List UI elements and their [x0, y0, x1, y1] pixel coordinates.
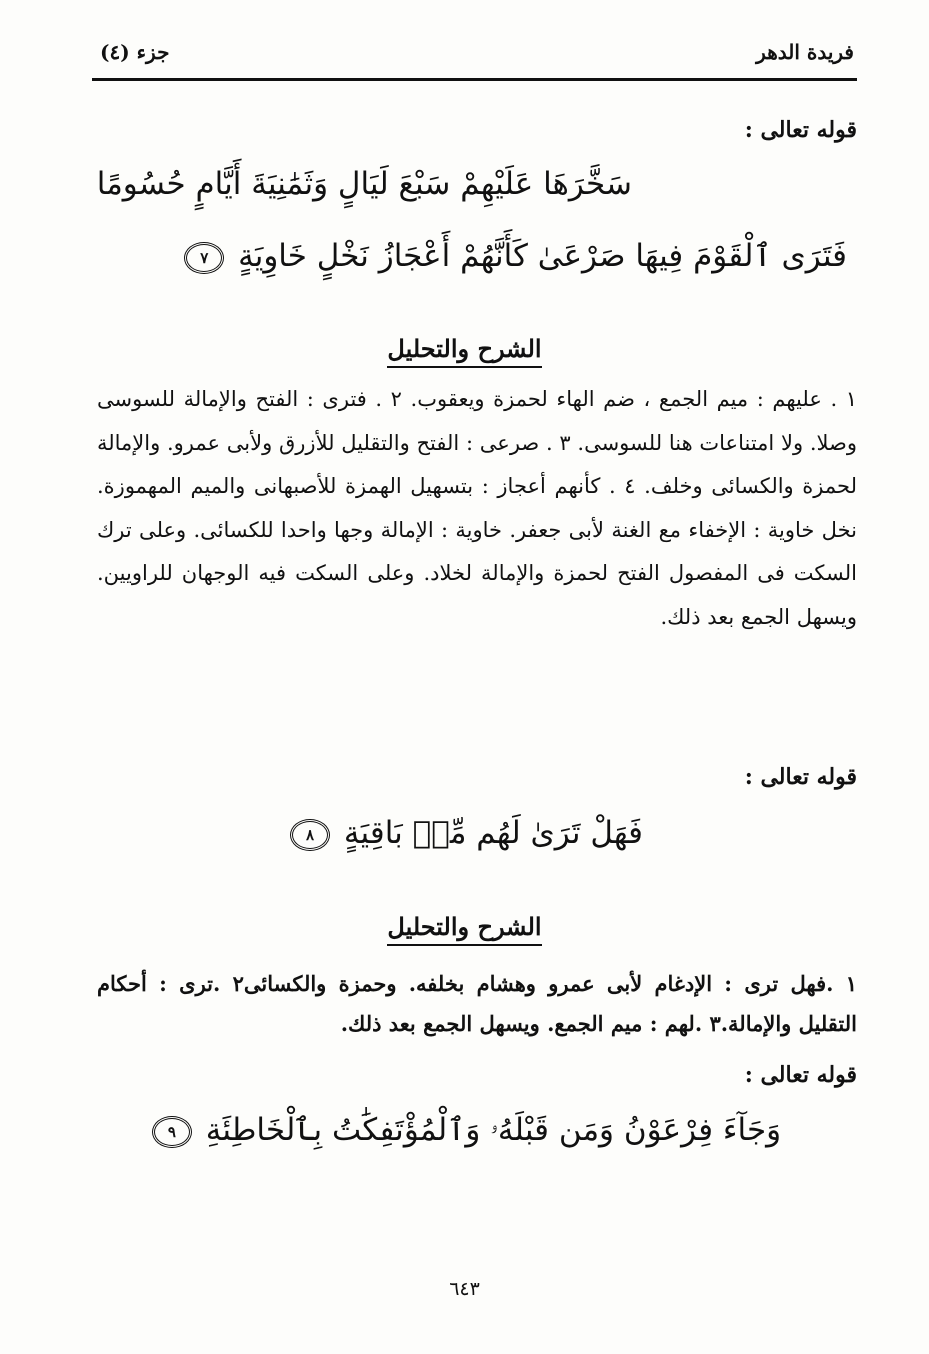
section-title-1-text: الشرح والتحليل — [387, 334, 541, 368]
qawl-heading-1: قوله تعالى : — [744, 117, 857, 143]
ayah-9 — [0, 1112, 929, 1149]
section-title-2-text: الشرح والتحليل — [387, 912, 541, 946]
ayah-number-marker: ٩ — [152, 1116, 192, 1148]
ayah-8-text: فَهَلْ تَرَىٰ لَهُم مِّنۢ بَاقِيَةٍ — [343, 815, 643, 851]
header-part: جزء (٤) — [100, 40, 170, 64]
header-book-title: فريدة الدهر — [756, 40, 854, 64]
section-title-2 — [0, 912, 929, 941]
ayah-7-line-1: سَخَّرَهَا عَلَيْهِمْ سَبْعَ لَيَالٍ وَثَمَٰنِيَةَ أَيَّامٍ حُسُومًا — [96, 166, 632, 202]
ayah-number-marker: ٨ — [290, 819, 330, 851]
qawl-heading-3: قوله تعالى : — [744, 1062, 857, 1088]
ayah-7-line-2 — [180, 238, 847, 275]
ayah-9-text: وَجَآءَ فِرْعَوْنُ وَمَن قَبْلَهُۥ وَٱلْمُؤْتَفِكَٰتُ بِٱلْخَاطِئَةِ — [205, 1112, 782, 1148]
section-title-1 — [0, 334, 929, 363]
ayah-number-marker: ٧ — [184, 242, 224, 274]
ayah-8 — [0, 815, 929, 852]
commentary-paragraph-2: ١ .فهل ترى : الإدغام لأبى عمرو وهشام بخلفه. وحمزة والكسائى٢ .ترى : أحكام التقليل والإمالة.٣ .لهم : ميم الجمع. ويسهل الجمع بعد ذلك. — [97, 971, 857, 1036]
qawl-heading-2: قوله تعالى : — [744, 764, 857, 790]
commentary-paragraph-1: ١ . عليهم : ميم الجمع ، ضم الهاء لحمزة ويعقوب. ٢ . فترى : الفتح والإمالة للسوسى وصلا. ولا امتناعات هنا للسوسى. ٣ . صرعى : الفتح والتقليل للأزرق ولأبى عمرو. والإمالة لحمزة والكسائى وخلف. ٤ . كأنهم أعجاز : بتسهيل الهمزة للأصبهانى والميم المهموزة. نخل خاوية : الإخفاء مع الغنة لأبى جعفر. خاوية : الإمالة وجها واحدا للكسائى. وعلى ترك السكت فى المفصول الفتح لحمزة والإمالة لخلاد. وعلى السكت فيه الوجهان للراويين. ويسهل الجمع بعد ذلك. — [97, 387, 858, 629]
header-rule — [92, 78, 857, 81]
ayah-7-line-2-text: فَتَرَى ٱلْقَوْمَ فِيهَا صَرْعَىٰ كَأَنَّهُمْ أَعْجَازُ نَخْلٍ خَاوِيَةٍ — [238, 238, 847, 274]
page-number: ٦٤٣ — [449, 1278, 480, 1300]
